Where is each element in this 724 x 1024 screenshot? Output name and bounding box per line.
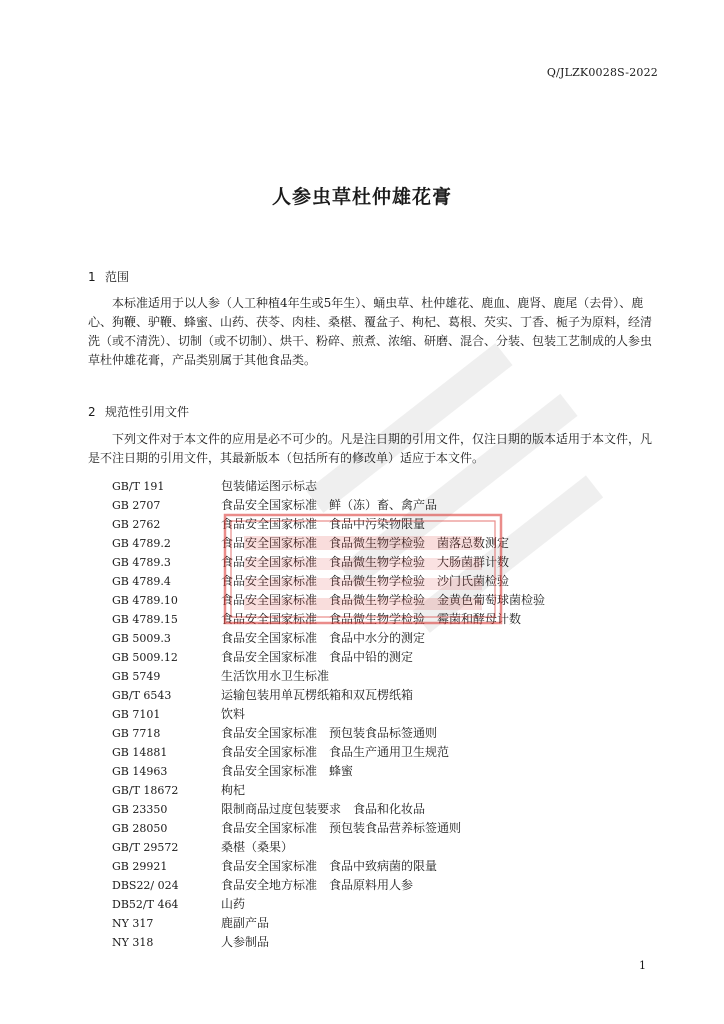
reference-title: 食品安全国家标准 食品微生物学检验 金黄色葡萄球菌检验 [221,593,546,607]
reference-code: GB 28050 [112,822,168,835]
reference-item [112,591,672,610]
page-number: 1 [639,959,646,972]
reference-item [112,914,672,933]
section-heading-scope [88,268,129,285]
reference-title: 桑椹（桑果） [221,840,294,854]
reference-title: 包装储运图示标志 [221,479,318,493]
reference-item [112,686,672,705]
reference-title: 食品安全国家标准 食品微生物学检验 沙门氏菌检验 [221,574,510,588]
reference-code: GB 14963 [112,765,168,778]
references-intro-paragraph: 下列文件对于本文件的应用是必不可少的。凡是注日期的引用文件，仅注日期的版本适用于本文件，凡是不注日期的引用文件，其最新版本（包括所有的修改单）适应于本文件。 [88,432,653,465]
reference-code: GB 5009.12 [112,651,178,664]
reference-title: 运输包装用单瓦楞纸箱和双瓦楞纸箱 [221,688,414,702]
reference-code: GB 4789.3 [112,556,171,569]
section-heading-references [88,403,189,420]
reference-title: 枸杞 [221,783,246,797]
reference-title: 饮料 [221,707,246,721]
reference-code: GB 4789.4 [112,575,171,588]
reference-code: GB/T 191 [112,480,165,493]
reference-title: 食品安全国家标准 食品生产通用卫生规范 [221,745,450,759]
scope-paragraph: 本标准适用于以人参（人工种植4年生或5年生）、蛹虫草、杜仲雄花、鹿血、鹿肾、鹿尾（去骨）、鹿心、狗鞭、驴鞭、蜂蜜、山药、茯苓、肉桂、桑椹、覆盆子、枸杞、葛根、芡实、丁香、栀子为原料，经清洗（或不清洗）、切制（或不切制）、烘干、粉碎、煎煮、浓缩、研磨、混合、分装、包装工艺制成的人参虫草杜仲雄花膏，产品类别属于其他食品类。 [88,296,653,367]
reference-code: GB 4789.15 [112,613,178,626]
reference-code: GB 2707 [112,499,161,512]
reference-code: GB 5749 [112,670,161,683]
reference-item [112,534,672,553]
reference-title: 食品安全地方标准 食品原料用人参 [221,878,414,892]
reference-code: NY 317 [112,917,154,930]
reference-item [112,876,672,895]
reference-item [112,572,672,591]
reference-item [112,496,672,515]
reference-item [112,857,672,876]
reference-code: NY 318 [112,936,154,949]
reference-title: 人参制品 [221,935,270,949]
reference-item [112,553,672,572]
reference-item [112,515,672,534]
reference-title: 食品安全国家标准 食品中致病菌的限量 [221,859,438,873]
reference-title: 食品安全国家标准 预包装食品标签通则 [221,726,438,740]
reference-item [112,743,672,762]
reference-code: GB 2762 [112,518,161,531]
reference-code: GB/T 18672 [112,784,179,797]
reference-code: DBS22/ 024 [112,879,179,892]
reference-code: GB 7718 [112,727,161,740]
reference-title: 鹿副产品 [221,916,270,930]
reference-code: DB52/T 464 [112,898,179,911]
reference-code: GB 5009.3 [112,632,171,645]
reference-title: 食品安全国家标准 食品微生物学检验 菌落总数测定 [221,536,510,550]
reference-item [112,629,672,648]
reference-code: GB 14881 [112,746,168,759]
section-number: 1 [88,270,96,284]
reference-item [112,933,672,952]
reference-title: 食品安全国家标准 食品微生物学检验 霉菌和酵母计数 [221,612,522,626]
document-title: 人参虫草杜仲雄花膏 [271,186,452,208]
reference-item [112,705,672,724]
reference-item [112,648,672,667]
reference-title: 食品安全国家标准 预包装食品营养标签通则 [221,821,462,835]
reference-title: 食品安全国家标准 食品中铅的测定 [221,650,414,664]
reference-code: GB 4789.10 [112,594,178,607]
reference-item [112,895,672,914]
reference-code: GB 4789.2 [112,537,171,550]
reference-title: 生活饮用水卫生标准 [221,669,330,683]
reference-item [112,800,672,819]
standard-code: Q/JLZK0028S-2022 [546,66,658,79]
reference-title: 食品安全国家标准 食品中水分的测定 [221,631,426,645]
reference-code: GB/T 6543 [112,689,172,702]
reference-title: 限制商品过度包装要求 食品和化妆品 [221,802,426,816]
reference-item [112,667,672,686]
reference-item [112,724,672,743]
reference-item [112,477,672,496]
reference-title: 食品安全国家标准 食品微生物学检验 大肠菌群计数 [221,555,510,569]
reference-item [112,610,672,629]
section-title: 范围 [105,270,130,284]
section-number: 2 [88,405,96,419]
reference-list [112,477,672,952]
section-title: 规范性引用文件 [105,405,190,419]
reference-title: 食品安全国家标准 食品中污染物限量 [221,517,426,531]
reference-title: 食品安全国家标准 鲜（冻）畜、禽产品 [221,498,438,512]
reference-item [112,781,672,800]
reference-item [112,838,672,857]
reference-code: GB 29921 [112,860,168,873]
reference-item [112,762,672,781]
reference-title: 食品安全国家标准 蜂蜜 [221,764,354,778]
reference-code: GB 7101 [112,708,161,721]
reference-code: GB 23350 [112,803,168,816]
reference-code: GB/T 29572 [112,841,179,854]
reference-title: 山药 [221,897,246,911]
reference-item [112,819,672,838]
